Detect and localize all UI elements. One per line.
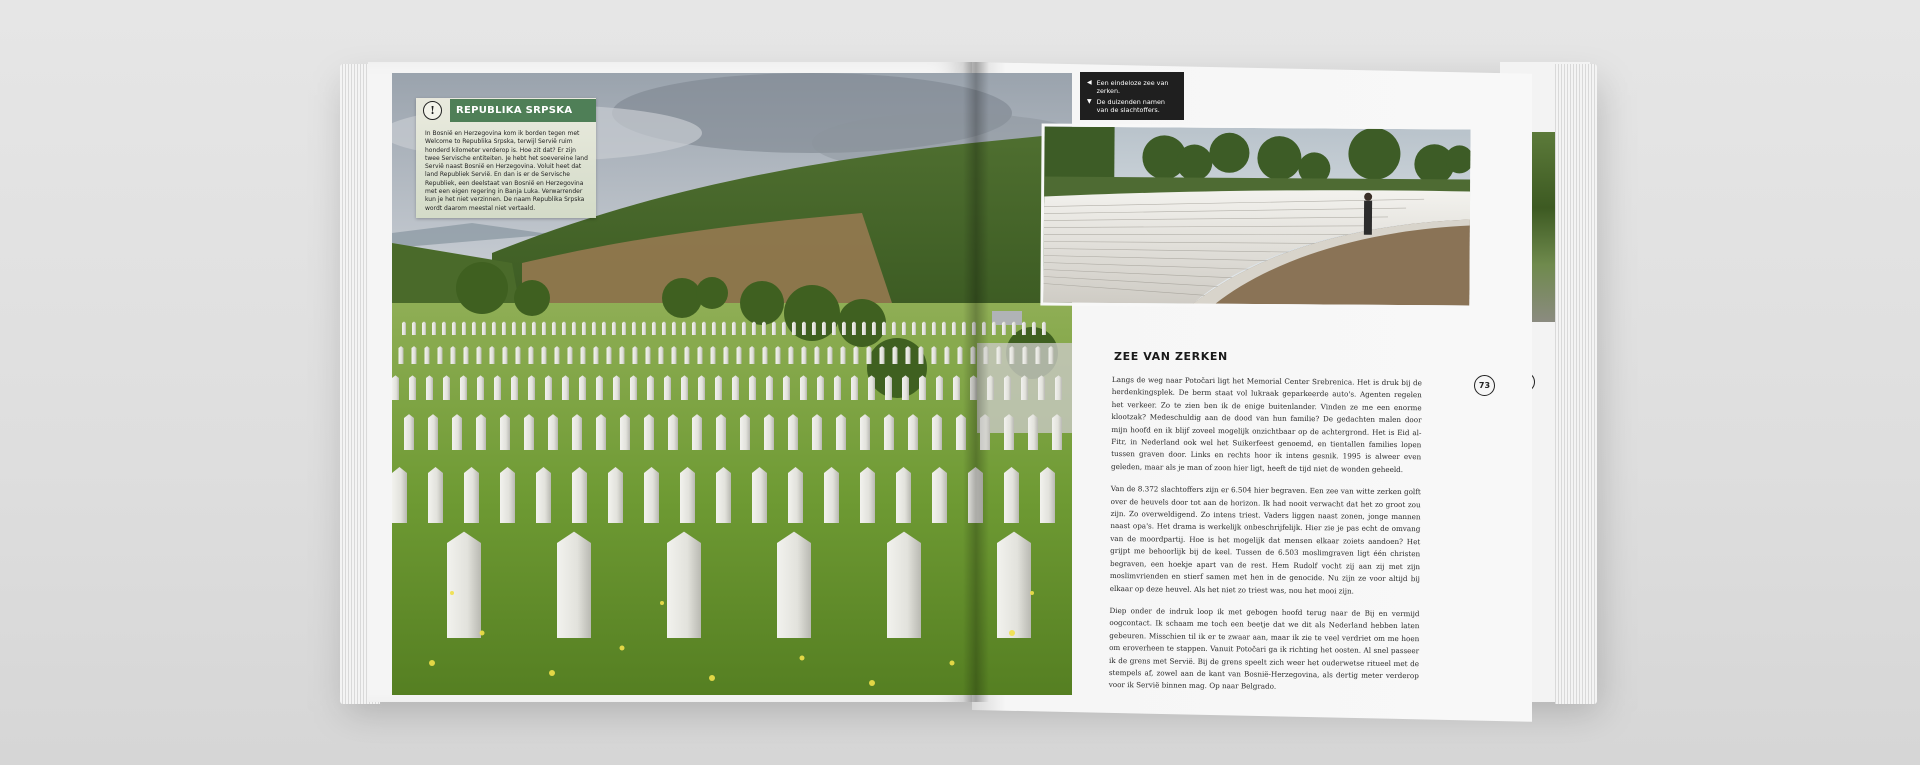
grave-marker — [860, 467, 875, 523]
book-gutter — [963, 62, 989, 702]
grave-marker — [764, 414, 774, 450]
grave-marker — [681, 375, 688, 400]
grave-marker — [476, 414, 486, 450]
grave-marker — [942, 322, 946, 335]
grave-marker — [582, 322, 586, 335]
grave-marker — [997, 532, 1031, 638]
grave-marker — [438, 346, 443, 364]
grave-marker — [652, 322, 656, 335]
grave-marker — [776, 346, 781, 364]
memorial-photo-drawing — [1043, 127, 1470, 306]
grave-marker — [492, 322, 496, 335]
grave-marker — [482, 322, 486, 335]
grave-marker — [460, 375, 467, 400]
caption-box — [1080, 72, 1184, 120]
article-paragraph: Van de 8.372 slachtoffers zijn er 6.504 hier begraven. Een zee van witte zerken golft over de heuvels door tot aan de horizon. Ik had nooit verwacht dat het zo groot zou zijn. Zo overweldigend. Zo intens triest. Vaders liggen naast zonen, jonge mannen naast opa's. Het drama is werkelijk onbeschrijfelijk. Hier zie je pas echt de omvang van de moordpartij. Hoe is het mogelijk dat mensen elkaar zoiets aandoen? Het grijpt me behoorlijk bij de keel. Tussen de 6.503 moslimgraven ligt één christen begraven, een hoekje apart van de rest. Hem Rudolf vocht zij aan zij met zijn moslimvrienden en stierf samen met hen in de genocide. Nu zijn ze voor altijd bij elkaar op deze heuvel. Als het niet zo triest was, nou het mooi zijn. — [1109, 484, 1421, 596]
grave-marker — [402, 322, 406, 335]
grave-marker — [596, 375, 603, 400]
caption-text: De duizenden namen van de slachtoffers. — [1096, 98, 1165, 114]
grave-marker — [788, 467, 803, 523]
grave-marker — [912, 322, 916, 335]
grave-marker — [562, 322, 566, 335]
grave-marker — [668, 414, 678, 450]
article-paragraph: Langs de weg naar Potočari ligt het Memorial Center Srebrenica. Het is druk bij de herdenkingsplek. De berm staat vol lukraak geparkeerde auto's. Agenten regelen het verkeer. Zo te zien ben ik de enige buitenlander. Vinden ze me een enorme klootzak? Medeschuldig aan de dood van hun familie? De gedachten malen door mijn hoofd en ik blijf zoveel mogelijk onzichtbaar op de achtergrond. Het is Eid al-Fitr, in Nederland ook wel het Suikerfeest genoemd, en tientallen families lopen tussen graven door. Links en rechts hoor ik intens gesnik. 1995 is alweer even geleden, maar als je man of zoon hier ligt, heeft de tijd niet de wonden geheeld. — [1110, 374, 1422, 474]
grave-marker — [404, 414, 414, 450]
grave-marker — [490, 346, 495, 364]
grave-marker — [442, 322, 446, 335]
grave-marker — [409, 375, 416, 400]
grave-marker — [932, 346, 937, 364]
caption-item — [1087, 79, 1177, 95]
memorial-photo — [1040, 123, 1473, 308]
grave-marker — [452, 322, 456, 335]
grave-marker — [572, 467, 587, 523]
grave-marker — [557, 532, 591, 638]
grave-marker — [740, 414, 750, 450]
grave-marker — [392, 375, 399, 400]
grave-marker — [680, 467, 695, 523]
grave-marker — [867, 346, 872, 364]
grave-marker — [607, 346, 612, 364]
grave-marker — [752, 322, 756, 335]
grave-marker — [716, 467, 731, 523]
grave-marker — [832, 322, 836, 335]
exclamation-icon: ! — [423, 101, 442, 120]
grave-marker — [451, 346, 456, 364]
grave-marker — [896, 467, 911, 523]
grave-marker — [592, 322, 596, 335]
article-title: ZEE VAN ZERKEN — [1114, 350, 1228, 363]
grave-marker — [932, 414, 942, 450]
grave-marker — [772, 322, 776, 335]
grave-marker — [477, 375, 484, 400]
grave-marker — [887, 532, 921, 638]
grave-marker — [555, 346, 560, 364]
grave-marker — [992, 322, 996, 335]
grave-marker — [732, 322, 736, 335]
grave-marker — [777, 532, 811, 638]
grave-marker — [1023, 346, 1028, 364]
grave-marker — [524, 414, 534, 450]
page-number: 73 — [1474, 375, 1495, 396]
grave-marker — [880, 346, 885, 364]
grave-marker — [642, 322, 646, 335]
grave-marker — [815, 346, 820, 364]
grave-marker — [789, 346, 794, 364]
grave-marker — [812, 414, 822, 450]
grave-marker — [503, 346, 508, 364]
grave-marker — [662, 322, 666, 335]
grave-marker — [462, 322, 466, 335]
grave-marker — [472, 322, 476, 335]
grave-marker — [502, 322, 506, 335]
grave-marker — [692, 414, 702, 450]
grave-marker — [432, 322, 436, 335]
grave-marker — [872, 322, 876, 335]
grave-marker — [1021, 375, 1028, 400]
grave-marker — [997, 346, 1002, 364]
grave-marker — [659, 346, 664, 364]
grave-marker — [1042, 322, 1046, 335]
info-box-title: REPUBLIKA SRPSKA — [450, 99, 596, 122]
grave-marker — [447, 532, 481, 638]
grave-marker — [443, 375, 450, 400]
grave-marker — [1004, 467, 1019, 523]
grave-marker — [1032, 322, 1036, 335]
grave-marker — [620, 346, 625, 364]
grave-marker — [712, 322, 716, 335]
grave-marker — [817, 375, 824, 400]
grave-marker — [542, 346, 547, 364]
grave-marker — [562, 375, 569, 400]
grave-marker — [428, 414, 438, 450]
grave-marker — [1036, 346, 1041, 364]
grave-marker — [711, 346, 716, 364]
grave-marker — [742, 322, 746, 335]
grave-marker — [892, 322, 896, 335]
grave-marker — [647, 375, 654, 400]
grave-marker — [1022, 322, 1026, 335]
grave-marker — [882, 322, 886, 335]
grave-marker — [511, 375, 518, 400]
grave-marker — [884, 414, 894, 450]
right-page-edges — [1555, 64, 1597, 704]
grave-marker — [868, 375, 875, 400]
grave-marker — [412, 322, 416, 335]
grave-marker — [1055, 375, 1062, 400]
grave-marker — [1040, 467, 1055, 523]
grave-marker — [633, 346, 638, 364]
grave-marker — [828, 346, 833, 364]
grave-marker — [841, 346, 846, 364]
grave-marker — [824, 467, 839, 523]
grave-marker — [399, 346, 404, 364]
grave-marker — [500, 467, 515, 523]
grave-marker — [1052, 414, 1062, 450]
grave-marker — [782, 322, 786, 335]
grave-marker — [822, 322, 826, 335]
grave-marker — [919, 375, 926, 400]
grave-marker — [716, 414, 726, 450]
grave-marker — [392, 467, 407, 523]
grave-marker — [906, 346, 911, 364]
grave-marker — [812, 322, 816, 335]
grave-marker — [750, 346, 755, 364]
caption-text: Een eindeloze zee van zerken. — [1096, 79, 1169, 95]
grave-marker — [800, 375, 807, 400]
arrow-down-icon: ▼ — [1087, 98, 1092, 105]
grave-marker — [529, 346, 534, 364]
grave-marker — [646, 346, 651, 364]
article-body — [1109, 374, 1422, 705]
grave-marker — [1004, 414, 1014, 450]
grave-marker — [953, 375, 960, 400]
grave-marker — [862, 322, 866, 335]
grave-marker — [572, 414, 582, 450]
grave-marker — [749, 375, 756, 400]
grave-marker — [664, 375, 671, 400]
grave-marker — [632, 322, 636, 335]
grave-marker — [766, 375, 773, 400]
grave-marker — [932, 322, 936, 335]
grave-marker — [672, 346, 677, 364]
grave-marker — [852, 322, 856, 335]
grave-marker — [702, 322, 706, 335]
grave-marker — [732, 375, 739, 400]
grave-marker — [932, 467, 947, 523]
grave-marker — [581, 346, 586, 364]
grave-marker — [620, 414, 630, 450]
grave-marker — [834, 375, 841, 400]
grave-marker — [722, 322, 726, 335]
grave-marker — [422, 322, 426, 335]
grave-marker — [802, 322, 806, 335]
grave-marker — [737, 346, 742, 364]
grave-marker — [1010, 346, 1015, 364]
grave-marker — [552, 322, 556, 335]
grave-marker — [516, 346, 521, 364]
grave-marker — [579, 375, 586, 400]
grave-marker — [500, 414, 510, 450]
grave-marker — [572, 322, 576, 335]
grave-marker — [851, 375, 858, 400]
grave-marker — [802, 346, 807, 364]
grave-marker — [494, 375, 501, 400]
grave-marker — [464, 346, 469, 364]
grave-marker — [919, 346, 924, 364]
grave-marker — [1012, 322, 1016, 335]
info-box-text: In Bosnië en Herzegovina kom ik borden tegen met Welcome to Republika Srpska, terwijl Servië ruim honderd kilometer verderop is. Hoe zit dat? Er zijn twee Servische entiteiten. Je hebt het soevereine land Servië naast Bosnië en Herzegovina. Voluit heet dat land Republiek Servië. En dan is er de Servische Republiek, een deelstaat van Bosnië en Herzegovina met een eigen regering in Banja Luka. Verwarrender kun je het niet verzinnen. De naam Republika Srpska wordt daarom meestal niet vertaald. — [425, 130, 588, 212]
grave-marker — [788, 414, 798, 450]
grave-marker — [425, 346, 430, 364]
grave-marker — [763, 346, 768, 364]
grave-marker — [724, 346, 729, 364]
grave-marker — [622, 322, 626, 335]
grave-marker — [682, 322, 686, 335]
grave-marker — [528, 375, 535, 400]
grave-marker — [692, 322, 696, 335]
grave-marker — [672, 322, 676, 335]
grave-marker — [452, 414, 462, 450]
grave-marker — [477, 346, 482, 364]
grave-marker — [945, 346, 950, 364]
grave-marker — [426, 375, 433, 400]
grave-marker — [1038, 375, 1045, 400]
grave-marker — [685, 346, 690, 364]
grave-marker — [644, 467, 659, 523]
grave-marker — [952, 322, 956, 335]
grave-marker — [596, 414, 606, 450]
grave-marker — [698, 375, 705, 400]
grave-marker — [958, 346, 963, 364]
grave-marker — [428, 467, 443, 523]
grave-marker — [542, 322, 546, 335]
grave-marker — [1028, 414, 1038, 450]
grave-marker — [1002, 322, 1006, 335]
grave-marker — [752, 467, 767, 523]
arrow-left-icon: ◀ — [1087, 79, 1092, 86]
grave-marker — [922, 322, 926, 335]
grave-marker — [893, 346, 898, 364]
grave-marker — [412, 346, 417, 364]
grave-marker — [594, 346, 599, 364]
grave-marker — [532, 322, 536, 335]
grave-marker — [545, 375, 552, 400]
grave-marker — [783, 375, 790, 400]
grave-marker — [1049, 346, 1054, 364]
grave-marker — [698, 346, 703, 364]
grave-marker — [644, 414, 654, 450]
grave-marker — [885, 375, 892, 400]
caption-item — [1087, 98, 1177, 114]
grave-marker — [860, 414, 870, 450]
grave-marker — [512, 322, 516, 335]
grave-marker — [568, 346, 573, 364]
article-paragraph: Diep onder de indruk loop ik met gebogen hoofd terug naar de Bij en vermijd oogcontact. Ik schaam me toch een beetje dat we dit als Nederland hebben laten gebeuren. Misschien til ik er te zwaar aan, maar ik zie te veel verdriet om me hoen om eroverheen te stappen. Vanuit Potočari ga ik richting het oosten. Al snel passeer ik de grens met Servië. Bij de grens speelt zich weer het ouderwetse ritueel met de stempels af, zowel aan de kant van Bosnië-Herzegovina, als dertig meter verderop voor ik Servië binnen mag. Op naar Belgrado. — [1108, 605, 1420, 692]
grave-marker — [842, 322, 846, 335]
grave-marker — [608, 467, 623, 523]
grave-marker — [522, 322, 526, 335]
grave-marker — [854, 346, 859, 364]
grave-marker — [613, 375, 620, 400]
grave-marker — [715, 375, 722, 400]
grave-marker — [908, 414, 918, 450]
grave-marker — [902, 322, 906, 335]
grave-marker — [936, 375, 943, 400]
grave-marker — [1004, 375, 1011, 400]
grave-marker — [792, 322, 796, 335]
grave-marker — [667, 532, 701, 638]
grave-marker — [630, 375, 637, 400]
grave-marker — [464, 467, 479, 523]
grave-marker — [836, 414, 846, 450]
grave-marker — [902, 375, 909, 400]
grave-marker — [762, 322, 766, 335]
grave-marker — [536, 467, 551, 523]
grave-marker — [602, 322, 606, 335]
grave-marker — [612, 322, 616, 335]
grave-marker — [548, 414, 558, 450]
